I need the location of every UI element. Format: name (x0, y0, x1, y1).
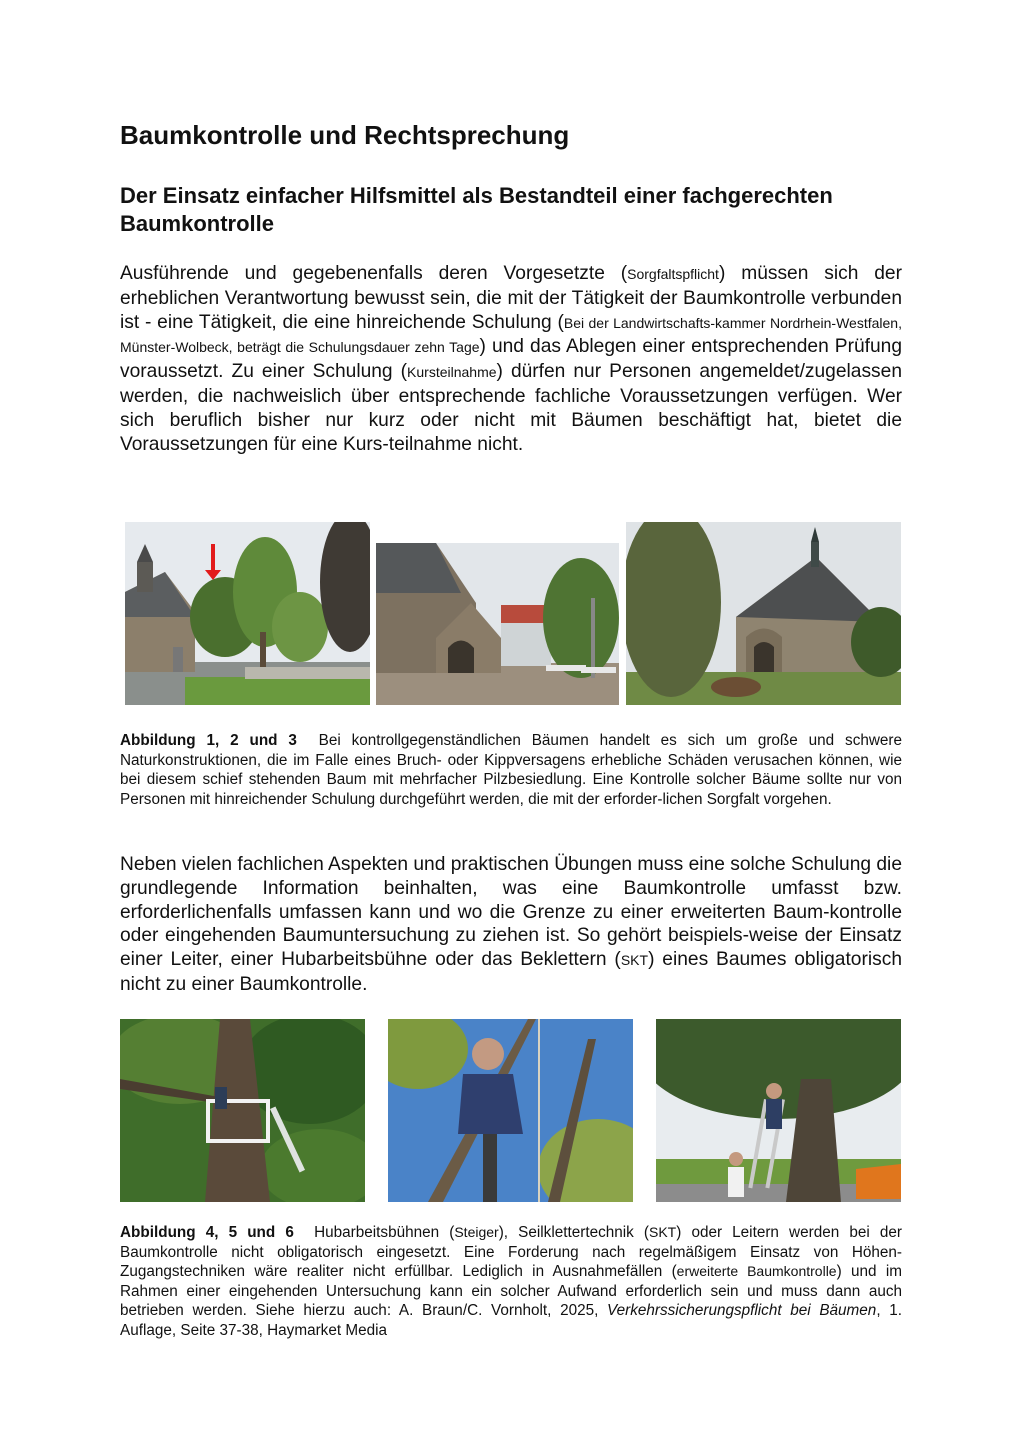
photo-rope-climbing (388, 1019, 633, 1202)
caption-2-text-e: , 1. Auflage, Seite 37-38, Haymarket Media (120, 1302, 902, 1339)
paragraph-1-text-a: Ausführende und gegebenenfalls deren Vorgesetzte ( (120, 263, 628, 284)
caption-2-text-c: ) oder Leitern werden bei der Baumkontrolle nicht obligatorisch eingesetzt. Eine Forderung nach regelmäßigem Einsatz von Höhen-Zugangstechniken wäre realiter nicht erfüllbar. Lediglich in Ausnahmefällen ( (120, 1224, 902, 1281)
caption-2-text-b: ), Seilklettertechnik ( (498, 1224, 649, 1241)
photo-ladder-tree (656, 1019, 901, 1202)
page-title: Baumkontrolle und Rechtsprechung (120, 120, 570, 150)
caption-2-label: Abbildung 4, 5 und 6 (120, 1224, 294, 1241)
paragraph-1-text-b: ) müssen sich der erheblichen Verantwortung bewusst sein, die mit der Tätigkeit der Baumkontrolle verbunden ist - eine Tätigkeit, die eine hinreichende Schulung ( (120, 263, 902, 333)
caption-2 (120, 1223, 902, 1341)
paragraph-1-text-d: ) dürfen nur Personen angemeldet/zugelassen werden, die nachweislich über entsprechende fachliche Voraussetzungen verfügen. Wer sich beruflich bisher nur kurz oder nicht mit Bäumen beschäftigt hat, bietet die Voraussetzungen für eine Kurs-teilnahme nicht. (120, 361, 902, 455)
photo-church-portal (376, 543, 619, 705)
caption-1-text: Bei kontrollgegenständlichen Bäumen handelt es sich um große und schwere Naturkonstruktionen, die im Falle eines Bruch- oder Kippversagens erhebliche Schäden verusachen können, wie bei diesem schief stehenden Baum mit mehrfacher Pilzbesiedlung. Eine Kontrolle solcher Bäume sollte nur von Personen mit hinreichender Schulung durchgeführt werden, die mit der erforder-lichen Sorgfalt vorgehen. (120, 732, 903, 808)
paragraph-1-note-b: Bei der Landwirtschafts-kammer Nordrhein-Westfalen, Münster-Wolbeck, beträgt die Schulungsdauer zehn Tage (120, 314, 902, 356)
photo-chapel-stump (626, 522, 901, 705)
paragraph-1-note-c: Kursteilnahme (407, 364, 497, 381)
paragraph-2-text-b: ) eines Baumes obligatorisch nicht zu einer Baumkontrolle. (120, 949, 902, 995)
caption-2-note-c: erweiterte Baumkontrolle (676, 1263, 837, 1280)
paragraph-1-note-a: Sorgfaltspflicht (627, 266, 719, 282)
paragraph-1-text-c: ) und das Ablegen einer entsprechenden Prüfung voraussetzt. Zu einer Schulung ( (120, 336, 902, 383)
photo-church-leaning-tree (125, 522, 370, 705)
caption-2-book-title: Verkehrssicherungspflicht bei Bäumen (607, 1302, 877, 1320)
paragraph-2-text-a: Neben vielen fachlichen Aspekten und praktischen Übungen muss eine solche Schulung die grundlegende Information beinhalten, was eine Baumkontrolle umfasst bzw. erforderlichenfalls umfassen kann und wo die Grenze zu einer erweiterten Baum-kontrolle oder eingehenden Baumuntersuchung zu ziehen ist. So gehört beispiels-weise der Einsatz einer Leiter, einer Hubarbeitsbühne oder das Beklettern ( (120, 854, 902, 971)
caption-2-note-b: SKT (649, 1224, 677, 1240)
caption-2-text-a: Hubarbeitsbühnen ( (314, 1224, 455, 1241)
photo-aerial-platform (120, 1019, 365, 1202)
paragraph-2 (120, 853, 902, 997)
caption-2-note-a: Steiger (454, 1224, 499, 1240)
caption-1-label: Abbildung 1, 2 und 3 (120, 732, 297, 749)
caption-2-text-d: ) und im Rahmen einer eingehenden Untersuchung kann ein solcher Aufwand erforderlich sein und muss dann auch betrieben werden. Siehe hierzu auch: A. Braun/C. Vornholt, 2025, (120, 1263, 902, 1320)
paragraph-1 (120, 262, 902, 456)
paragraph-2-note-a: SKT (620, 952, 649, 969)
page-subtitle: Der Einsatz einfacher Hilfsmittel als Bestandteil einer fachgerechten Baumkontrolle (120, 183, 833, 236)
caption-1 (120, 731, 902, 809)
